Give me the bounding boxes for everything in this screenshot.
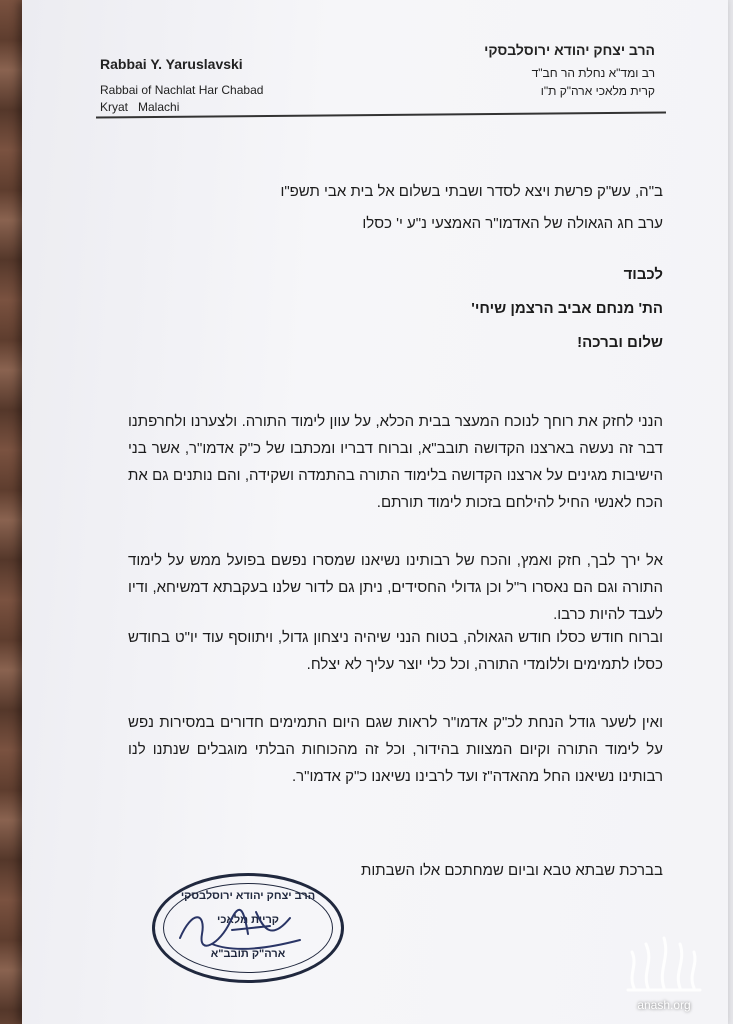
date-line-2: ערב חג הגאולה של האדמו"ר האמצעי נ"ע י' כסלו — [362, 215, 663, 232]
date-line — [280, 176, 663, 240]
letterhead-hebrew-name: הרב יצחק יהודא ירוסלבסקי — [484, 42, 655, 58]
anash-watermark — [618, 930, 710, 1014]
date-line-1: ב"ה, עש"ק פרשת ויצא לסדר ושבתי בשלום אל בית אבי תשפ"ו — [280, 183, 663, 200]
greeting: שלום וברכה! — [577, 334, 663, 351]
letterhead-hebrew-title: רב ומד"א נחלת הר חב"ד — [531, 66, 655, 80]
letterhead-english-city: Kryat Malachi — [100, 100, 180, 114]
body-paragraph: הנני לחזק את רוחך לנוכח המעצר בבית הכלא, על עוון לימוד התורה. ולצערנו ולחרפתנו דבר זה נעשה בארצנו הקדושה תובב"א, וברוח דבריו ומכתבו של כ"ק אדמו"ר, אשר בני הישיבות מגינים על ארצנו הקדושה בלימוד התורה בהתמדה ושקידה, והם נותנים גם את הכח לאנשי החיל להילחם בזכות לימוד תורתם. — [128, 413, 663, 511]
stamp-name: הרב יצחק יהודא ירוסלבסקי — [180, 890, 316, 902]
stamp-region: ארה"ק תובב"א — [210, 948, 286, 960]
handwritten-signature — [172, 900, 322, 960]
anash-flame-logo-icon — [618, 930, 710, 996]
addressee — [471, 258, 663, 360]
watermark-text: anash.org — [637, 998, 691, 1012]
body-paragraph: אל ירך לבך, חזק ואמץ, והכח של רבותינו נשיאנו שמסרו נפשם בפועל ממש על לימוד התורה וגם הם נאסרו ר"ל וכן גדולי החסידים, ניתן גם לדור שלנו בעקבתא דמשיחא, ודיו לעבד להיות כרבו. — [128, 552, 663, 623]
body-paragraph: וברוח חודש כסלו חודש הגאולה, בטוח הנני שיהיה ניצחון גדול, ויתווסף עוד יו"ט בחודש כסלו לתמימים וללומדי התורה, וכל כלי יוצר עליך לא יצלח. — [128, 629, 663, 673]
letterhead-hebrew-city: קרית מלאכי ארה"ק ת"ו — [540, 84, 655, 98]
letterhead-english-name: Rabbai Y. Yaruslavski — [100, 56, 243, 72]
addressee-name: הת' מנחם אביב הרצמן שיחי' — [471, 300, 663, 317]
addressee-honorific: לכבוד — [623, 266, 663, 283]
body-paragraph: ואין לשער גודל הנחת לכ"ק אדמו"ר לראות שגם היום התמימים חדורים במסירות נפש על לימוד התורה וקיום המצוות בהידור, וכל זה מהכוחות הבלתי מוגבלים שנתנו לנו רבותינו נשיאנו החל מהאדה"ז ועד לרבינו נשיאנו כ"ק אדמו"ר. — [128, 714, 663, 785]
letterhead-english-title: Rabbai of Nachlat Har Chabad — [100, 83, 264, 97]
closing-blessing: בברכת שבתא טבא וביום שמחתכם אלו השבתות — [360, 862, 663, 879]
letterhead-english — [100, 56, 263, 116]
letterhead-hebrew — [484, 42, 655, 100]
stamp-city: קריית מלאכי — [217, 914, 279, 926]
